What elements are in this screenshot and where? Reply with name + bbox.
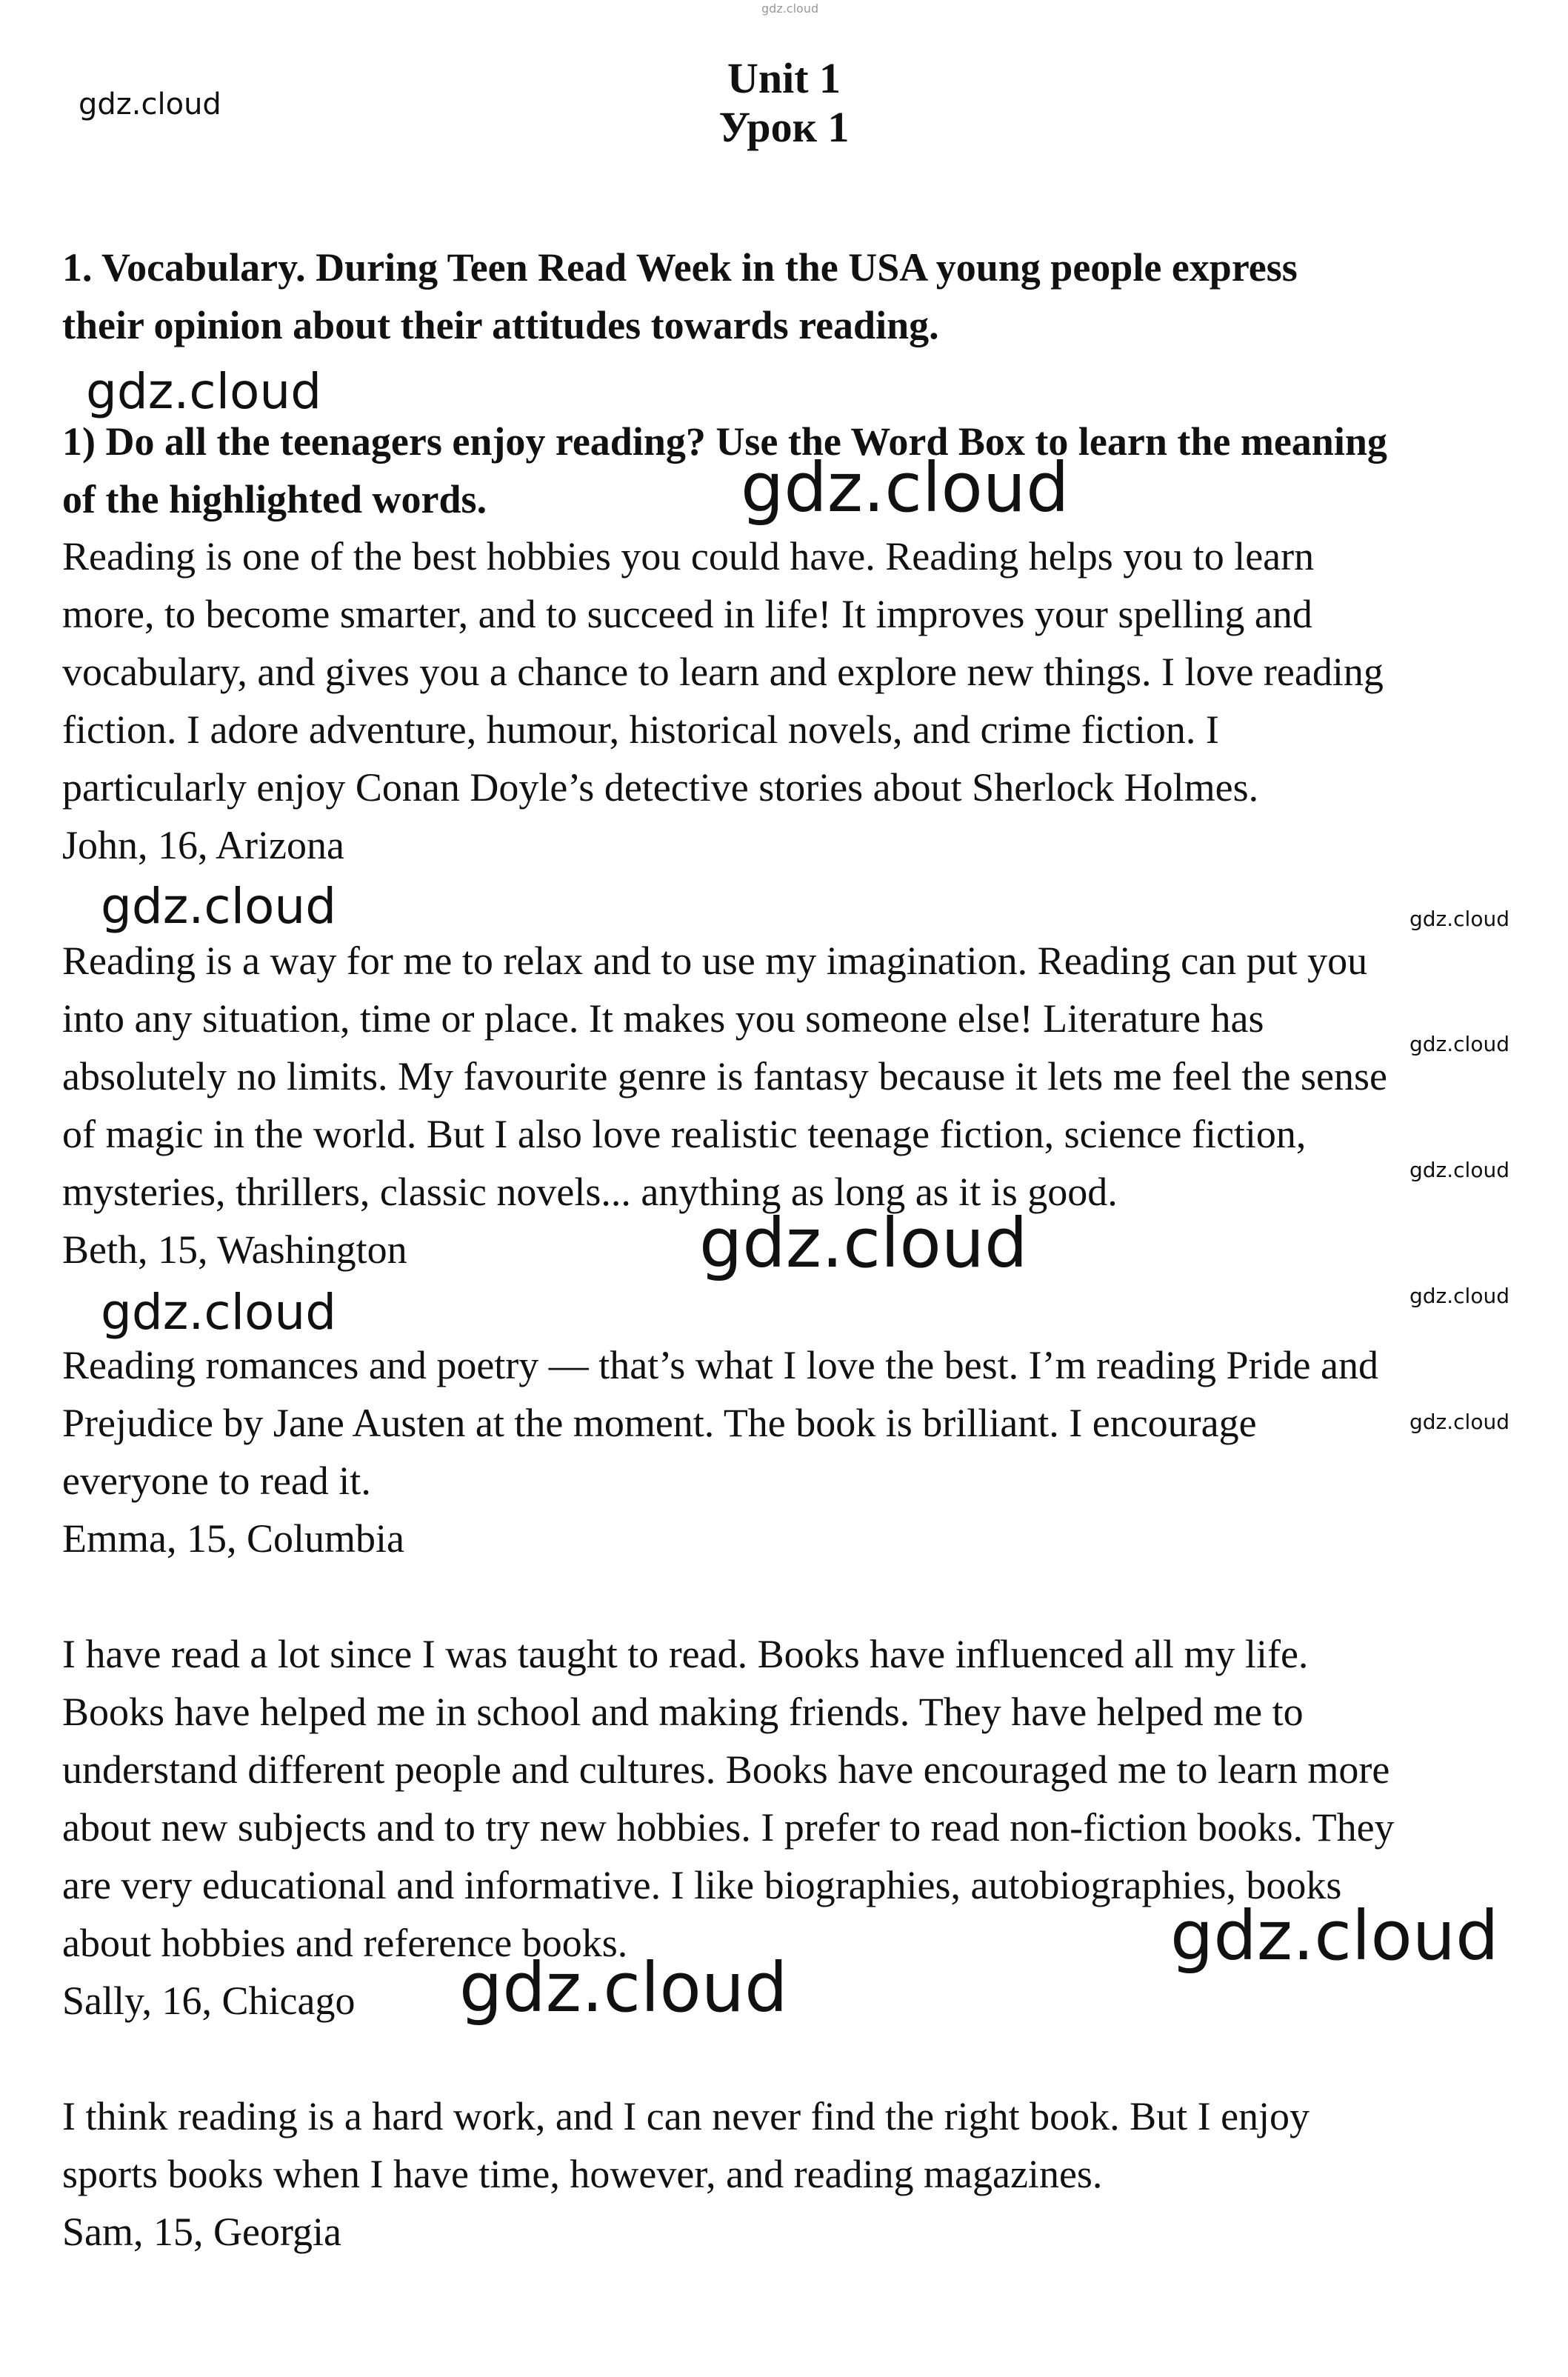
author-signature: Emma, 15, Columbia xyxy=(62,1516,404,1561)
text-line: about hobbies and reference books. xyxy=(62,1921,628,1965)
author-signature: John, 16, Arizona xyxy=(62,823,344,867)
subtask-line: of the highlighted words. xyxy=(62,477,487,521)
watermark: gdz.cloud xyxy=(79,87,221,121)
text-line: of magic in the world. But I also love realistic teenage fiction, science fiction, xyxy=(62,1112,1307,1156)
watermark: gdz.cloud xyxy=(1409,907,1509,931)
task-title-line: 1. Vocabulary. During Teen Read Week in the USA young people express xyxy=(62,245,1298,290)
text-line: Reading romances and poetry — that’s what I love the best. I’m reading Pride and xyxy=(62,1343,1378,1387)
watermark: gdz.cloud xyxy=(1409,1032,1509,1056)
text-line: Prejudice by Jane Austen at the moment. The book is brilliant. I encourage xyxy=(62,1401,1257,1445)
lesson-title: Урок 1 xyxy=(718,103,850,151)
text-line: everyone to read it. xyxy=(62,1458,371,1503)
text-line: Books have helped me in school and making friends. They have helped me to xyxy=(62,1690,1304,1734)
author-signature: Beth, 15, Washington xyxy=(62,1227,407,1272)
text-line: vocabulary, and gives you a chance to learn and explore new things. I love reading xyxy=(62,650,1384,694)
watermark: gdz.cloud xyxy=(1409,1284,1509,1308)
text-line: more, to become smarter, and to succeed in life! It improves your spelling and xyxy=(62,592,1312,636)
text-line: into any situation, time or place. It makes you someone else! Literature has xyxy=(62,996,1264,1041)
text-line: Reading is one of the best hobbies you could have. Reading helps you to learn xyxy=(62,534,1315,579)
watermark: gdz.cloud xyxy=(1409,1158,1509,1182)
text-line: mysteries, thrillers, classic novels... anything as long as it is good. xyxy=(62,1170,1118,1214)
text-line: I have read a lot since I was taught to read. Books have influenced all my life. xyxy=(62,1632,1309,1676)
watermark: gdz.cloud xyxy=(101,1284,337,1341)
author-signature: Sally, 16, Chicago xyxy=(62,1978,356,2023)
text-line: Reading is a way for me to relax and to use my imagination. Reading can put you xyxy=(62,939,1368,983)
watermark: gdz.cloud xyxy=(1409,1410,1509,1434)
text-line: absolutely no limits. My favourite genre is fantasy because it lets me feel the sense xyxy=(62,1054,1387,1099)
watermark: gdz.cloud xyxy=(101,878,337,935)
text-line: are very educational and informative. I like biographies, autobiographies, books xyxy=(62,1863,1342,1907)
watermark: gdz.cloud xyxy=(699,1204,1028,1283)
watermark: gdz.cloud xyxy=(459,1948,788,2027)
text-line: fiction. I adore adventure, humour, historical novels, and crime fiction. I xyxy=(62,707,1219,752)
text-line: I think reading is a hard work, and I can never find the right book. But I enjoy xyxy=(62,2094,1310,2138)
author-signature: Sam, 15, Georgia xyxy=(62,2210,341,2254)
task-title-line: their opinion about their attitudes towards reading. xyxy=(62,303,939,347)
text-line: sports books when I have time, however, and reading magazines. xyxy=(62,2152,1103,2196)
watermark: gdz.cloud xyxy=(86,363,322,420)
watermark: gdz.cloud xyxy=(1170,1896,1499,1976)
subtask-line: 1) Do all the teenagers enjoy reading? Use the Word Box to learn the meaning xyxy=(62,419,1387,464)
text-line: about new subjects and to try new hobbies. I prefer to read non-fiction books. They xyxy=(62,1805,1395,1850)
watermark: gdz.cloud xyxy=(741,448,1070,527)
text-line: understand different people and cultures. Books have encouraged me to learn more xyxy=(62,1747,1390,1792)
text-line: particularly enjoy Conan Doyle’s detective stories about Sherlock Holmes. xyxy=(62,765,1259,810)
watermark: gdz.cloud xyxy=(761,1,819,16)
unit-title: Unit 1 xyxy=(727,54,841,102)
